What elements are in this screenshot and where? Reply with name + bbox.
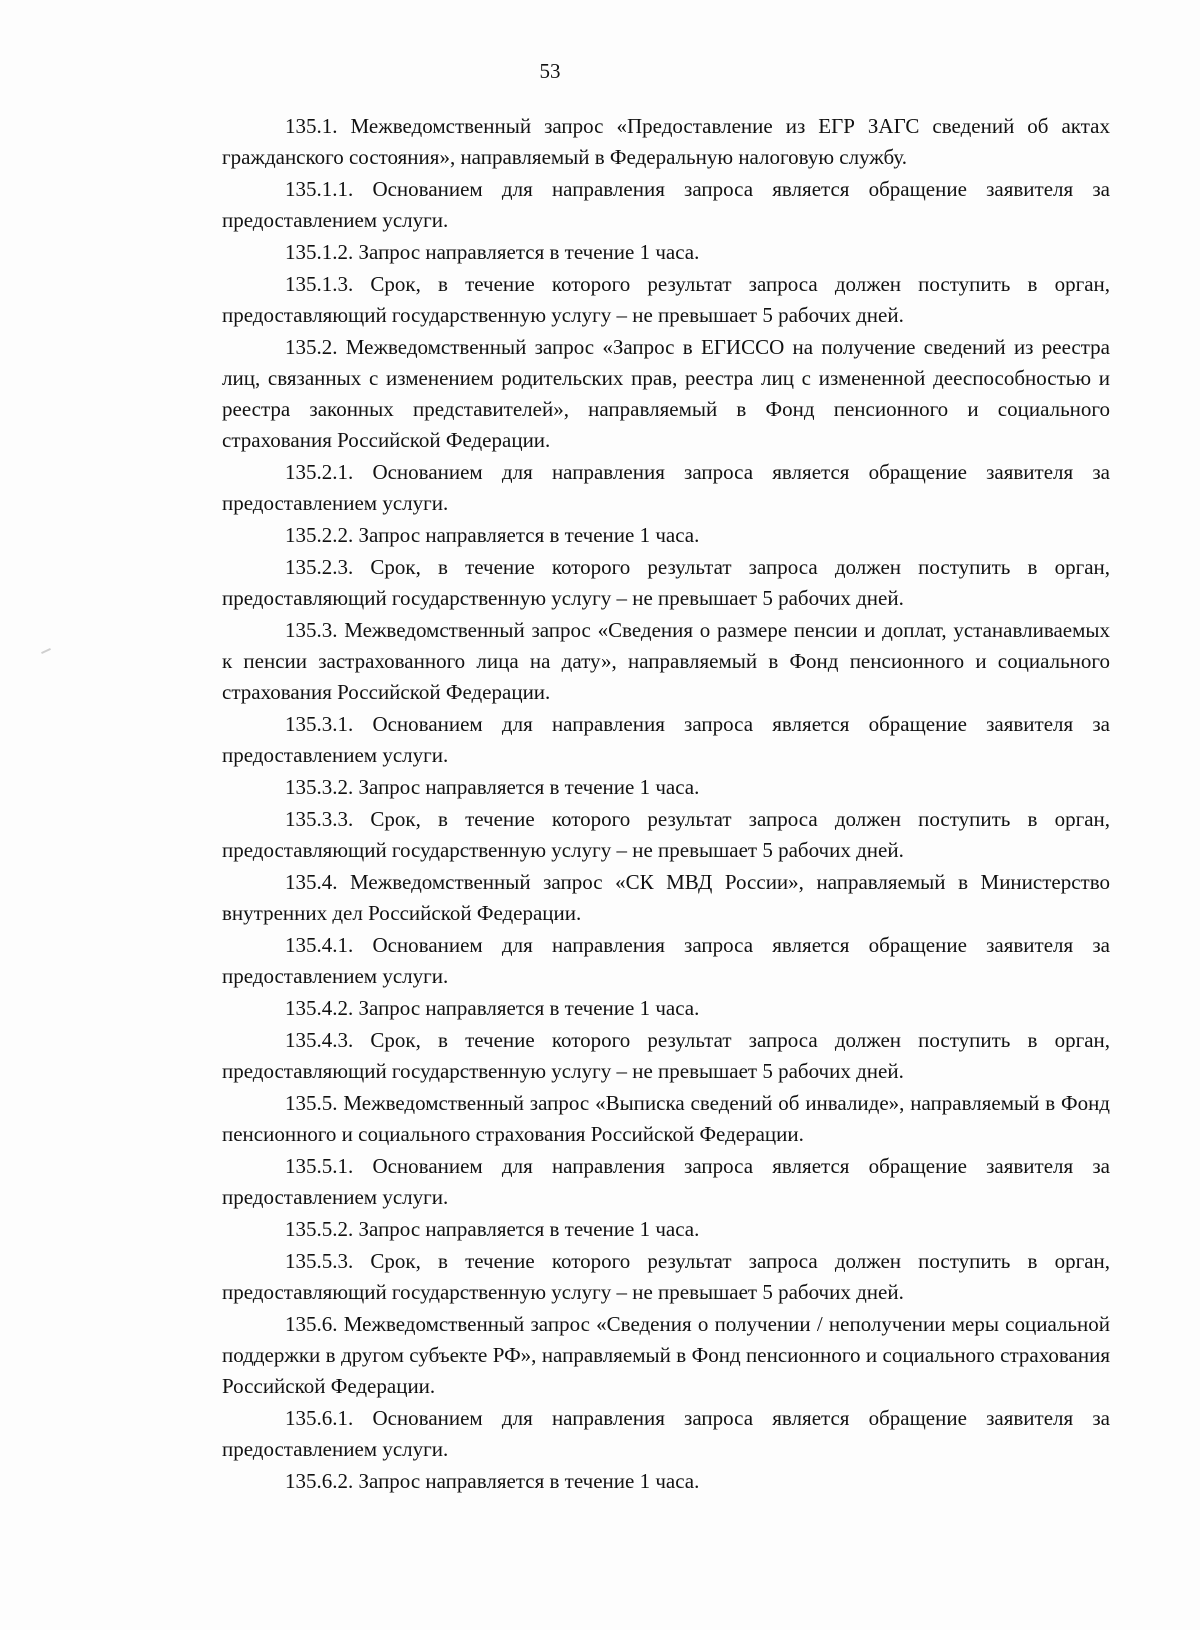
paragraph-135-3-3: 135.3.3. Срок, в течение которого результат запроса должен поступить в орган, предоставляющий государственную услугу – не превышает 5 рабочих дней. [222,807,1110,862]
paragraph-135-4: 135.4. Межведомственный запрос «СК МВД России», направляемый в Министерство внутренних дел Российской Федерации. [222,870,1110,925]
paragraph-135-5-3: 135.5.3. Срок, в течение которого результат запроса должен поступить в орган, предоставляющий государственную услугу – не превышает 5 рабочих дней. [222,1249,1110,1304]
paragraph-135-2-1: 135.2.1. Основанием для направления запроса является обращение заявителя за предоставлением услуги. [222,460,1110,515]
paragraph-135-3-2: 135.3.2. Запрос направляется в течение 1 часа. [285,775,700,799]
paragraph-135-2-3: 135.2.3. Срок, в течение которого результат запроса должен поступить в орган, предоставляющий государственную услугу – не превышает 5 рабочих дней. [222,555,1110,610]
document-body [222,111,1110,1498]
scan-artifact [41,648,51,654]
page-number: 53 [539,59,561,83]
paragraph-135-1-3: 135.1.3. Срок, в течение которого результат запроса должен поступить в орган, предоставляющий государственную услугу – не превышает 5 рабочих дней. [222,272,1110,327]
paragraph-135-1-1: 135.1.1. Основанием для направления запроса является обращение заявителя за предоставлением услуги. [222,177,1110,232]
paragraph-135-4-2: 135.4.2. Запрос направляется в течение 1 часа. [285,996,700,1020]
paragraph-135-5-1: 135.5.1. Основанием для направления запроса является обращение заявителя за предоставлением услуги. [222,1154,1110,1209]
paragraph-135-1-2: 135.1.2. Запрос направляется в течение 1 часа. [285,240,700,264]
paragraph-135-3-1: 135.3.1. Основанием для направления запроса является обращение заявителя за предоставлением услуги. [222,712,1110,767]
paragraph-135-5: 135.5. Межведомственный запрос «Выписка сведений об инвалиде», направляемый в Фонд пенсионного и социального страхования Российской Федерации. [222,1091,1110,1146]
paragraph-135-6-2: 135.6.2. Запрос направляется в течение 1 часа. [285,1469,700,1493]
paragraph-135-2: 135.2. Межведомственный запрос «Запрос в ЕГИССО на получение сведений из реестра лиц, связанных с изменением родительских прав, реестра лиц с измененной дееспособностью и реестра законных представителей», направляемый в Фонд пенсионного и социального страхования Российской Федерации. [222,335,1110,452]
paragraph-135-6: 135.6. Межведомственный запрос «Сведения о получении / неполучении меры социальной поддержки в другом субъекте РФ», направляемый в Фонд пенсионного и социального страхования Российской Федерации. [222,1312,1110,1398]
paragraph-135-5-2: 135.5.2. Запрос направляется в течение 1 часа. [285,1217,700,1241]
paragraph-135-6-1: 135.6.1. Основанием для направления запроса является обращение заявителя за предоставлением услуги. [222,1406,1110,1461]
paragraph-135-1: 135.1. Межведомственный запрос «Предоставление из ЕГР ЗАГС сведений об актах гражданского состояния», направляемый в Федеральную налоговую службу. [222,114,1110,169]
paragraph-135-4-1: 135.4.1. Основанием для направления запроса является обращение заявителя за предоставлением услуги. [222,933,1110,988]
paragraph-135-3: 135.3. Межведомственный запрос «Сведения о размере пенсии и доплат, устанавливаемых к пенсии застрахованного лица на дату», направляемый в Фонд пенсионного и социального страхования Российской Федерации. [222,618,1110,704]
paragraph-135-2-2: 135.2.2. Запрос направляется в течение 1 часа. [285,523,700,547]
paragraph-135-4-3: 135.4.3. Срок, в течение которого результат запроса должен поступить в орган, предоставляющий государственную услугу – не превышает 5 рабочих дней. [222,1028,1110,1083]
